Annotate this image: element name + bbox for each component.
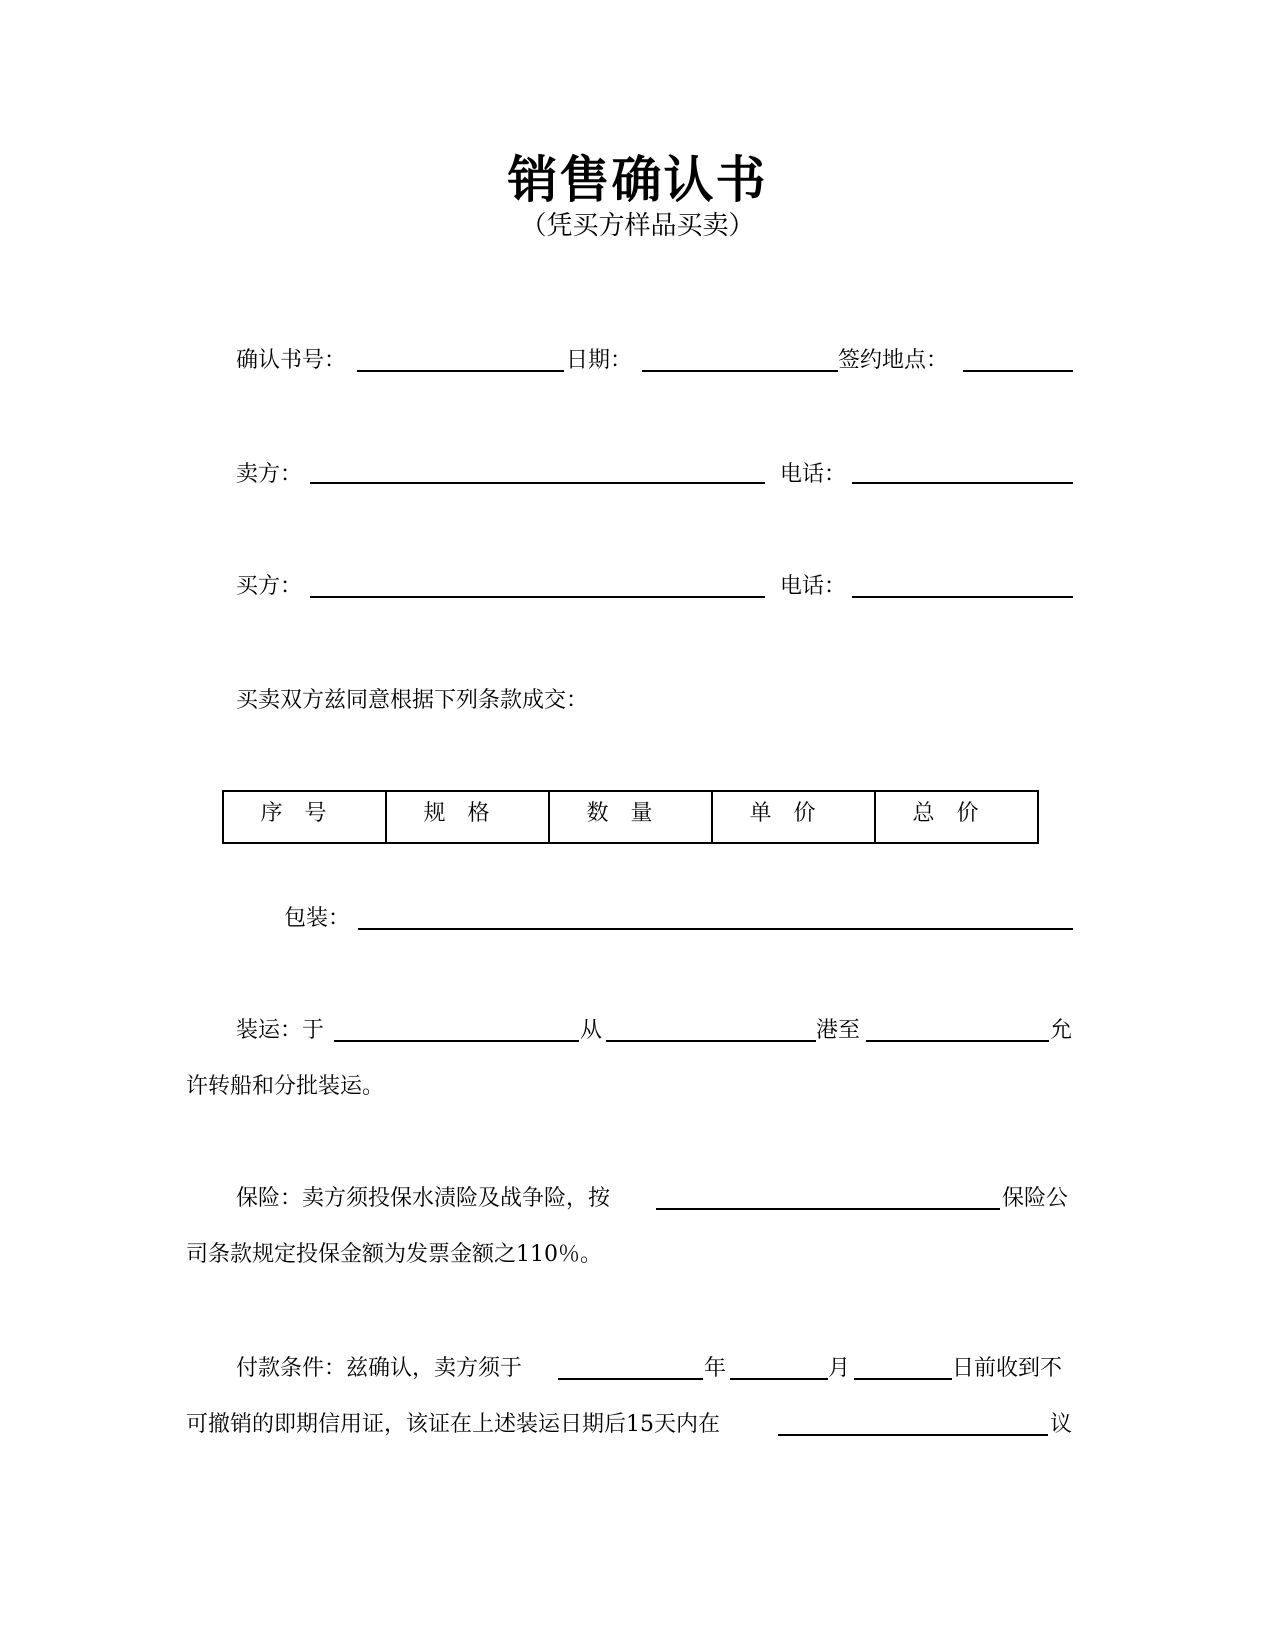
document-title: 销售确认书 bbox=[507, 150, 768, 209]
payment-negotiation-blank bbox=[778, 1434, 1048, 1436]
buyer-phone-blank bbox=[852, 596, 1073, 598]
packing-blank bbox=[358, 928, 1073, 930]
insurance-company-blank bbox=[656, 1208, 1000, 1210]
payment-month-label: 月 bbox=[828, 1356, 851, 1381]
header-total-price: 总价 bbox=[875, 791, 1038, 843]
seller-phone-label: 电话： bbox=[780, 462, 847, 487]
payment-line2: 可撤销的即期信用证，该证在上述装运日期后15天内在 bbox=[186, 1412, 720, 1437]
shipping-port-to-label: 港至 bbox=[816, 1018, 861, 1043]
seller-phone-blank bbox=[852, 482, 1073, 484]
header-serial-no: 序号 bbox=[223, 791, 386, 843]
buyer-blank bbox=[310, 596, 765, 598]
header-quantity: 数量 bbox=[549, 791, 712, 843]
shipping-allow-text: 允 bbox=[1050, 1018, 1073, 1043]
signing-place-label: 签约地点： bbox=[838, 348, 949, 373]
seller-label: 卖方： bbox=[236, 462, 303, 487]
payment-day-tail: 日前收到不 bbox=[952, 1356, 1063, 1381]
shipping-label: 装运：于 bbox=[236, 1018, 325, 1043]
shipping-from-blank bbox=[606, 1040, 816, 1042]
date-label: 日期： bbox=[566, 348, 633, 373]
shipping-to-blank bbox=[866, 1040, 1049, 1042]
buyer-label: 买方： bbox=[236, 574, 303, 599]
confirmation-no-blank bbox=[357, 370, 564, 372]
payment-tail: 议 bbox=[1050, 1412, 1073, 1437]
payment-line1: 付款条件：兹确认，卖方须于 bbox=[236, 1356, 523, 1381]
agreement-text: 买卖双方兹同意根据下列条款成交： bbox=[236, 688, 589, 713]
items-table bbox=[222, 790, 1039, 844]
header-specification: 规格 bbox=[386, 791, 549, 843]
payment-year-blank bbox=[558, 1378, 703, 1380]
confirmation-no-label: 确认书号： bbox=[236, 348, 347, 373]
shipping-date-blank bbox=[334, 1040, 579, 1042]
shipping-from-label: 从 bbox=[580, 1018, 603, 1043]
payment-month-blank bbox=[730, 1378, 828, 1380]
insurance-tail: 保险公 bbox=[1002, 1186, 1069, 1211]
payment-day-blank bbox=[854, 1378, 952, 1380]
header-unit-price: 单价 bbox=[712, 791, 875, 843]
insurance-line1: 保险：卖方须投保水渍险及战争险，按 bbox=[236, 1186, 611, 1211]
buyer-phone-label: 电话： bbox=[780, 574, 847, 599]
insurance-line2: 司条款规定投保金额为发票金额之110％。 bbox=[186, 1242, 602, 1267]
shipping-line2: 许转船和分批装运。 bbox=[186, 1074, 385, 1099]
payment-year-label: 年 bbox=[704, 1356, 727, 1381]
table-header-row bbox=[223, 791, 1038, 843]
packing-label: 包装： bbox=[284, 906, 351, 931]
date-blank bbox=[642, 370, 838, 372]
seller-blank bbox=[310, 482, 765, 484]
document-subtitle: （凭买方样品买卖） bbox=[520, 211, 755, 241]
signing-place-blank bbox=[963, 370, 1073, 372]
